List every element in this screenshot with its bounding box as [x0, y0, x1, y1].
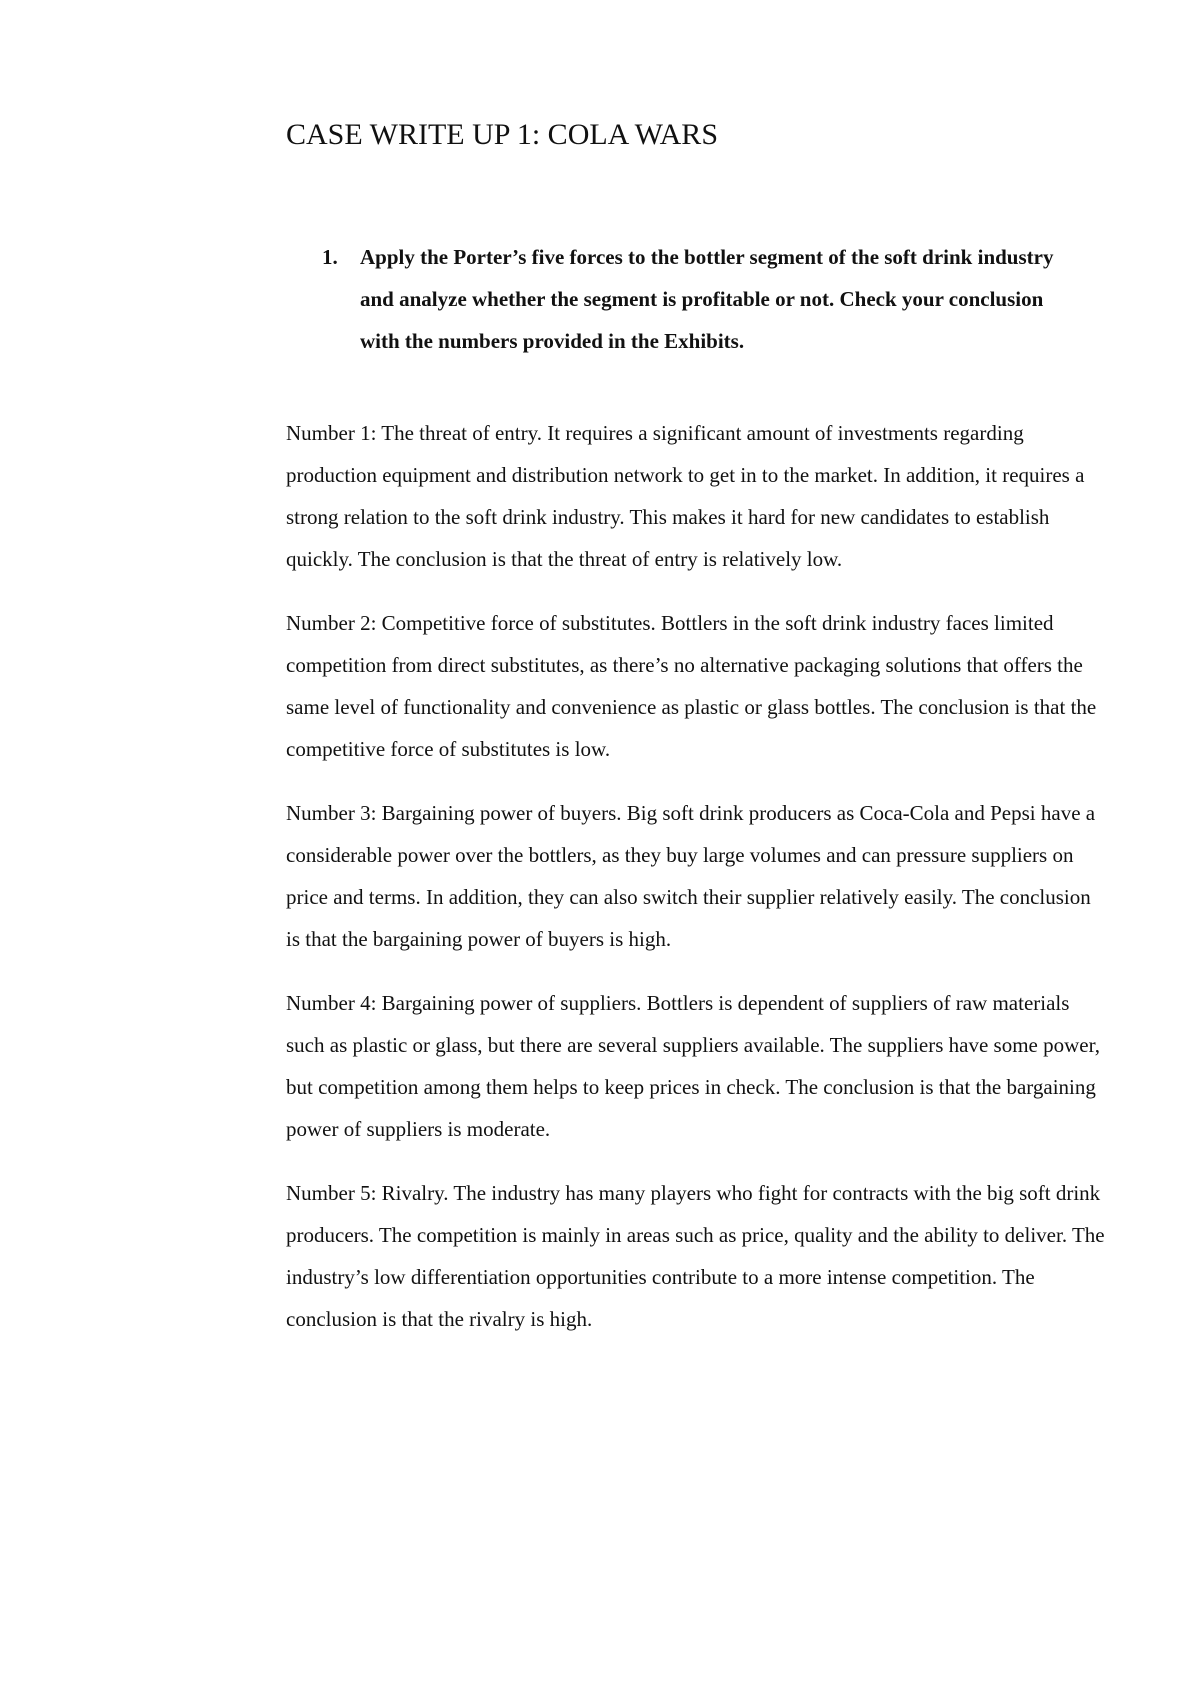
paragraph-buyer-power: Number 3: Bargaining power of buyers. Big soft drink producers as Coca-Cola and Pepsi have a considerable power over the bottlers, as they buy large volumes and can pressure suppliers on price and terms. In addition, they can also switch their supplier relatively easily. The conclusion is that the bargaining power of buyers is high. [286, 801, 1096, 951]
paragraph-substitutes: Number 2: Competitive force of substitutes. Bottlers in the soft drink industry faces limited competition from direct substitutes, as there’s no alternative packaging solutions that offers the same level of functionality and convenience as plastic or glass bottles. The conclusion is that the competitive force of substitutes is low. [286, 611, 1097, 761]
document-body [286, 412, 1106, 1362]
question-item [322, 236, 1082, 362]
question-list [322, 236, 1082, 362]
paragraph-supplier-power: Number 4: Bargaining power of suppliers. Bottlers is dependent of suppliers of raw materials such as plastic or glass, but there are several suppliers available. The suppliers have some power, but competition among them helps to keep prices in check. The conclusion is that the bargaining power of suppliers is moderate. [286, 991, 1101, 1141]
question-text: Apply the Porter’s five forces to the bottler segment of the soft drink industry and analyze whether the segment is profitable or not. Check your conclusion with the numbers provided in the Exhibits. [360, 245, 1054, 353]
document-title: CASE WRITE UP 1: COLA WARS [286, 118, 718, 151]
paragraph-threat-of-entry: Number 1: The threat of entry. It requires a significant amount of investments regarding production equipment and distribution network to get in to the market. In addition, it requires a strong relation to the soft drink industry. This makes it hard for new candidates to establish quickly. The conclusion is that the threat of entry is relatively low. [286, 421, 1085, 571]
paragraph-rivalry: Number 5: Rivalry. The industry has many players who fight for contracts with the big soft drink producers. The competition is mainly in areas such as price, quality and the ability to deliver. The industry’s low differentiation opportunities contribute to a more intense competition. The conclusion is that the rivalry is high. [286, 1181, 1105, 1331]
question-number: 1. [322, 245, 338, 269]
